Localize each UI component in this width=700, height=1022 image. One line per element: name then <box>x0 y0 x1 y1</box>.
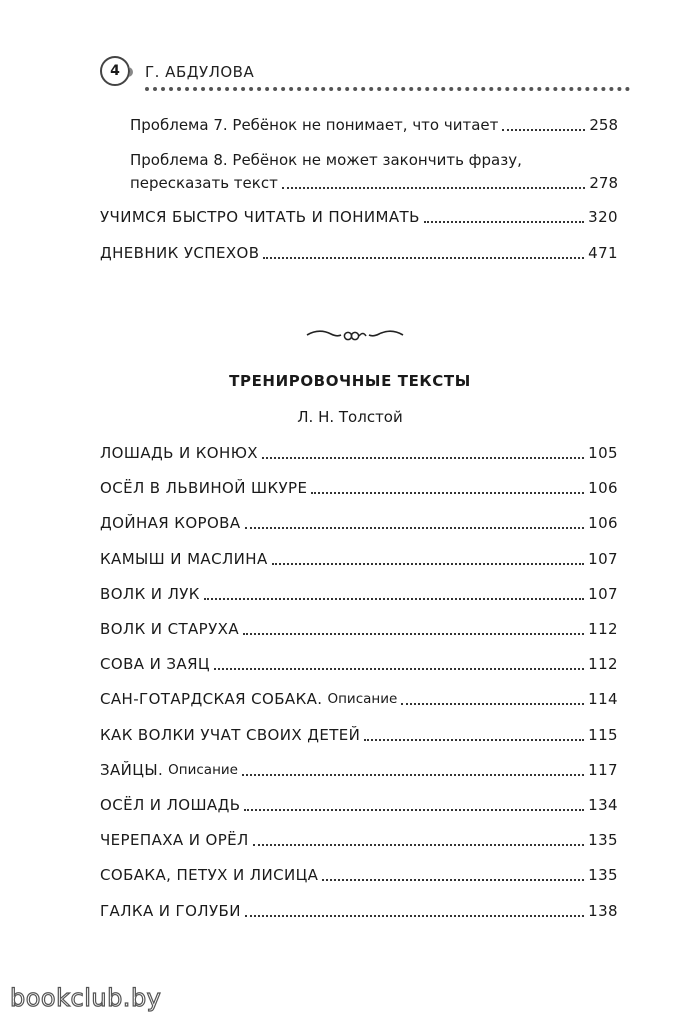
toc-leader-dots <box>214 668 584 670</box>
toc-entry-page: 106 <box>588 514 618 532</box>
toc-leader-dots <box>322 879 584 881</box>
toc-entry-page: 107 <box>588 550 618 568</box>
toc-entry-title: Проблема 7. Ребёнок не понимает, что читает <box>130 116 499 134</box>
toc-entry-problem8[interactable] <box>130 173 618 193</box>
toc-entry-title: ГАЛКА И ГОЛУБИ <box>100 902 241 920</box>
toc-story-entry[interactable] <box>100 865 618 885</box>
toc-entry-title: КАМЫШ И МАСЛИНА <box>100 550 268 568</box>
toc-leader-dots <box>253 844 584 846</box>
toc-leader-dots <box>242 774 584 776</box>
toc-leader-dots <box>311 492 584 494</box>
toc-leader-dots <box>282 187 586 189</box>
toc-leader-dots <box>245 527 585 529</box>
toc-entry-page: 107 <box>588 585 618 603</box>
toc-story-entry[interactable] <box>100 584 618 604</box>
toc-entry-problem8-line1: Проблема 8. Ребёнок не может закончить фразу, <box>130 151 522 169</box>
toc-entry-page: 106 <box>588 479 618 497</box>
toc-entry-title: ЧЕРЕПАХА И ОРЁЛ <box>100 831 249 849</box>
toc-entry-title: УЧИМСЯ БЫСТРО ЧИТАТЬ И ПОНИМАТЬ <box>100 208 420 226</box>
toc-story-entry[interactable] <box>100 619 618 639</box>
toc-leader-dots <box>243 633 584 635</box>
toc-entry-page: 471 <box>588 244 618 262</box>
toc-leader-dots <box>272 563 585 565</box>
toc-entry-page: 117 <box>588 761 618 779</box>
watermark: bookclub.by <box>10 984 162 1012</box>
toc-entry-diary[interactable] <box>100 243 618 263</box>
toc-entry-page: 278 <box>589 174 618 192</box>
toc-story-entry[interactable] <box>100 689 618 709</box>
toc-entry-title: САН-ГОТАРДСКАЯ СОБАКА. <box>100 690 323 708</box>
toc-entry-title: СОВА И ЗАЯЦ <box>100 655 210 673</box>
toc-leader-dots <box>245 915 584 917</box>
toc-entry-title: ЛОШАДЬ И КОНЮХ <box>100 444 258 462</box>
toc-entry-page: 112 <box>588 620 618 638</box>
toc-entry-page: 112 <box>588 655 618 673</box>
toc-story-entry[interactable] <box>100 901 618 921</box>
toc-leader-dots <box>401 703 584 705</box>
section-title: ТРЕНИРОВОЧНЫЕ ТЕКСТЫ <box>229 372 471 390</box>
page-number-badge: 4 <box>100 56 130 86</box>
header-dotted-rule <box>145 87 630 91</box>
toc-leader-dots <box>262 457 584 459</box>
section-author: Л. Н. Толстой <box>297 408 403 426</box>
toc-leader-dots <box>204 598 584 600</box>
toc-story-entry[interactable] <box>100 549 618 569</box>
toc-story-entry[interactable] <box>100 654 618 674</box>
toc-entry-page: 320 <box>588 208 618 226</box>
toc-entry-title: СОБАКА, ПЕТУХ И ЛИСИЦА <box>100 866 319 884</box>
toc-entry-title: ДОЙНАЯ КОРОВА <box>100 514 241 532</box>
toc-entry-title: ДНЕВНИК УСПЕХОВ <box>100 244 260 262</box>
toc-entry-title: пересказать текст <box>130 174 278 192</box>
running-header-author: Г. АБДУЛОВА <box>145 63 255 81</box>
toc-story-entry[interactable] <box>100 795 618 815</box>
toc-entry-title: ВОЛК И ЛУК <box>100 585 200 603</box>
toc-story-entry[interactable] <box>100 725 618 745</box>
toc-entry-page: 134 <box>588 796 618 814</box>
toc-entry-fast-reading[interactable] <box>100 207 618 227</box>
toc-entry-title: ОСЁЛ В ЛЬВИНОЙ ШКУРЕ <box>100 479 308 497</box>
toc-leader-dots <box>424 221 584 223</box>
running-header <box>100 56 630 96</box>
toc-story-entry[interactable] <box>100 443 618 463</box>
toc-entry-page: 114 <box>588 690 618 708</box>
toc-entry-title: ВОЛК И СТАРУХА <box>100 620 240 638</box>
toc-entry-note: Описание <box>168 762 238 778</box>
toc-entry-page: 135 <box>588 831 618 849</box>
toc-entry-title: КАК ВОЛКИ УЧАТ СВОИХ ДЕТЕЙ <box>100 726 361 744</box>
toc-entry-title: ЗАЙЦЫ. <box>100 761 164 779</box>
toc-leader-dots <box>502 129 585 131</box>
toc-story-entry[interactable] <box>100 830 618 850</box>
toc-entry-page: 135 <box>588 866 618 884</box>
ornament-divider <box>305 324 405 346</box>
toc-leader-dots <box>244 809 584 811</box>
toc-story-entry[interactable] <box>100 478 618 498</box>
toc-entry-page: 138 <box>588 902 618 920</box>
toc-entry-title: ОСЁЛ И ЛОШАДЬ <box>100 796 241 814</box>
toc-entry-note: Описание <box>327 691 398 707</box>
toc-leader-dots <box>263 257 584 259</box>
toc-entry-problem7[interactable] <box>130 115 618 135</box>
toc-entry-page: 105 <box>588 444 618 462</box>
toc-entry-page: 115 <box>588 726 618 744</box>
toc-story-entry[interactable] <box>100 513 618 533</box>
toc-leader-dots <box>364 739 584 741</box>
toc-entry-page: 258 <box>589 116 618 134</box>
toc-story-entry[interactable] <box>100 760 618 780</box>
